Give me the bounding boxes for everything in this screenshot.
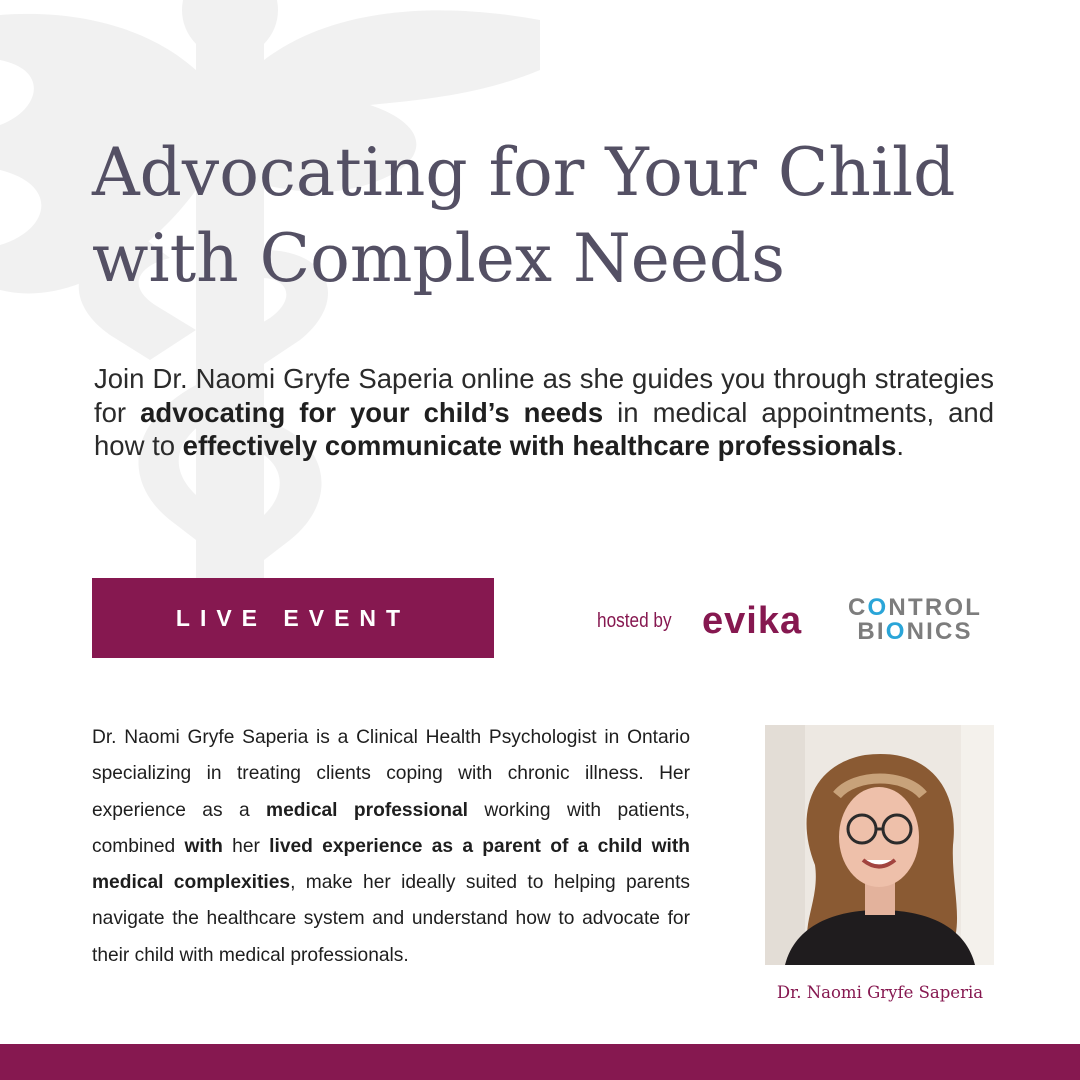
caduceus-watermark-icon [0, 0, 560, 620]
intro-text: in medical appointments, and how to [94, 396, 995, 461]
intro-bold-text: advocating for your child’s needs [140, 396, 604, 428]
bio-text: working with patients, combined [92, 799, 691, 857]
title-line-2: with Complex Needs [92, 220, 786, 298]
live-event-badge [92, 578, 494, 658]
control-bionics-line-2: BIONICS [857, 618, 973, 645]
bio-bold-text: with [184, 835, 223, 857]
bio-text: her [222, 835, 270, 857]
intro-paragraph [94, 362, 994, 463]
live-event-label: LIVE EVENT [175, 604, 411, 631]
evika-logo-text: evika [702, 600, 803, 642]
footer-bar [0, 1044, 1080, 1080]
speaker-caption: Dr. Naomi Gryfe Saperia [776, 983, 984, 1002]
speaker-bio [92, 720, 690, 974]
control-bionics-line-1: CONTROL [848, 594, 983, 621]
intro-text: . [896, 430, 905, 461]
evika-logo [702, 600, 826, 642]
control-bionics-accent-letter: O [885, 618, 907, 645]
intro-bold-text: effectively communicate with healthcare professionals [182, 430, 897, 461]
page-title [92, 130, 1052, 303]
control-bionics-accent-letter: O [867, 594, 889, 621]
title-line-1: Advocating for Your Child [92, 134, 956, 211]
hosted-by-label: hosted by [597, 610, 672, 632]
bio-text: Dr. Naomi Gryfe Saperia is a Clinical Health Psychologist in Ontario specializing in treating clients coping with chronic illness. Her experience as a [92, 727, 690, 821]
intro-text: Join Dr. Naomi Gryfe Saperia online as she guides you through strategies for [94, 363, 994, 428]
bio-bold-text: medical professional [266, 799, 468, 821]
bio-bold-text: lived experience as a parent of a child with medical complexities [92, 835, 690, 894]
control-bionics-logo [848, 596, 982, 644]
speaker-photo [765, 725, 994, 965]
bio-text: , make her ideally suited to helping parents navigate the healthcare system and understand how to advocate for their child with medical professionals. [92, 872, 691, 966]
